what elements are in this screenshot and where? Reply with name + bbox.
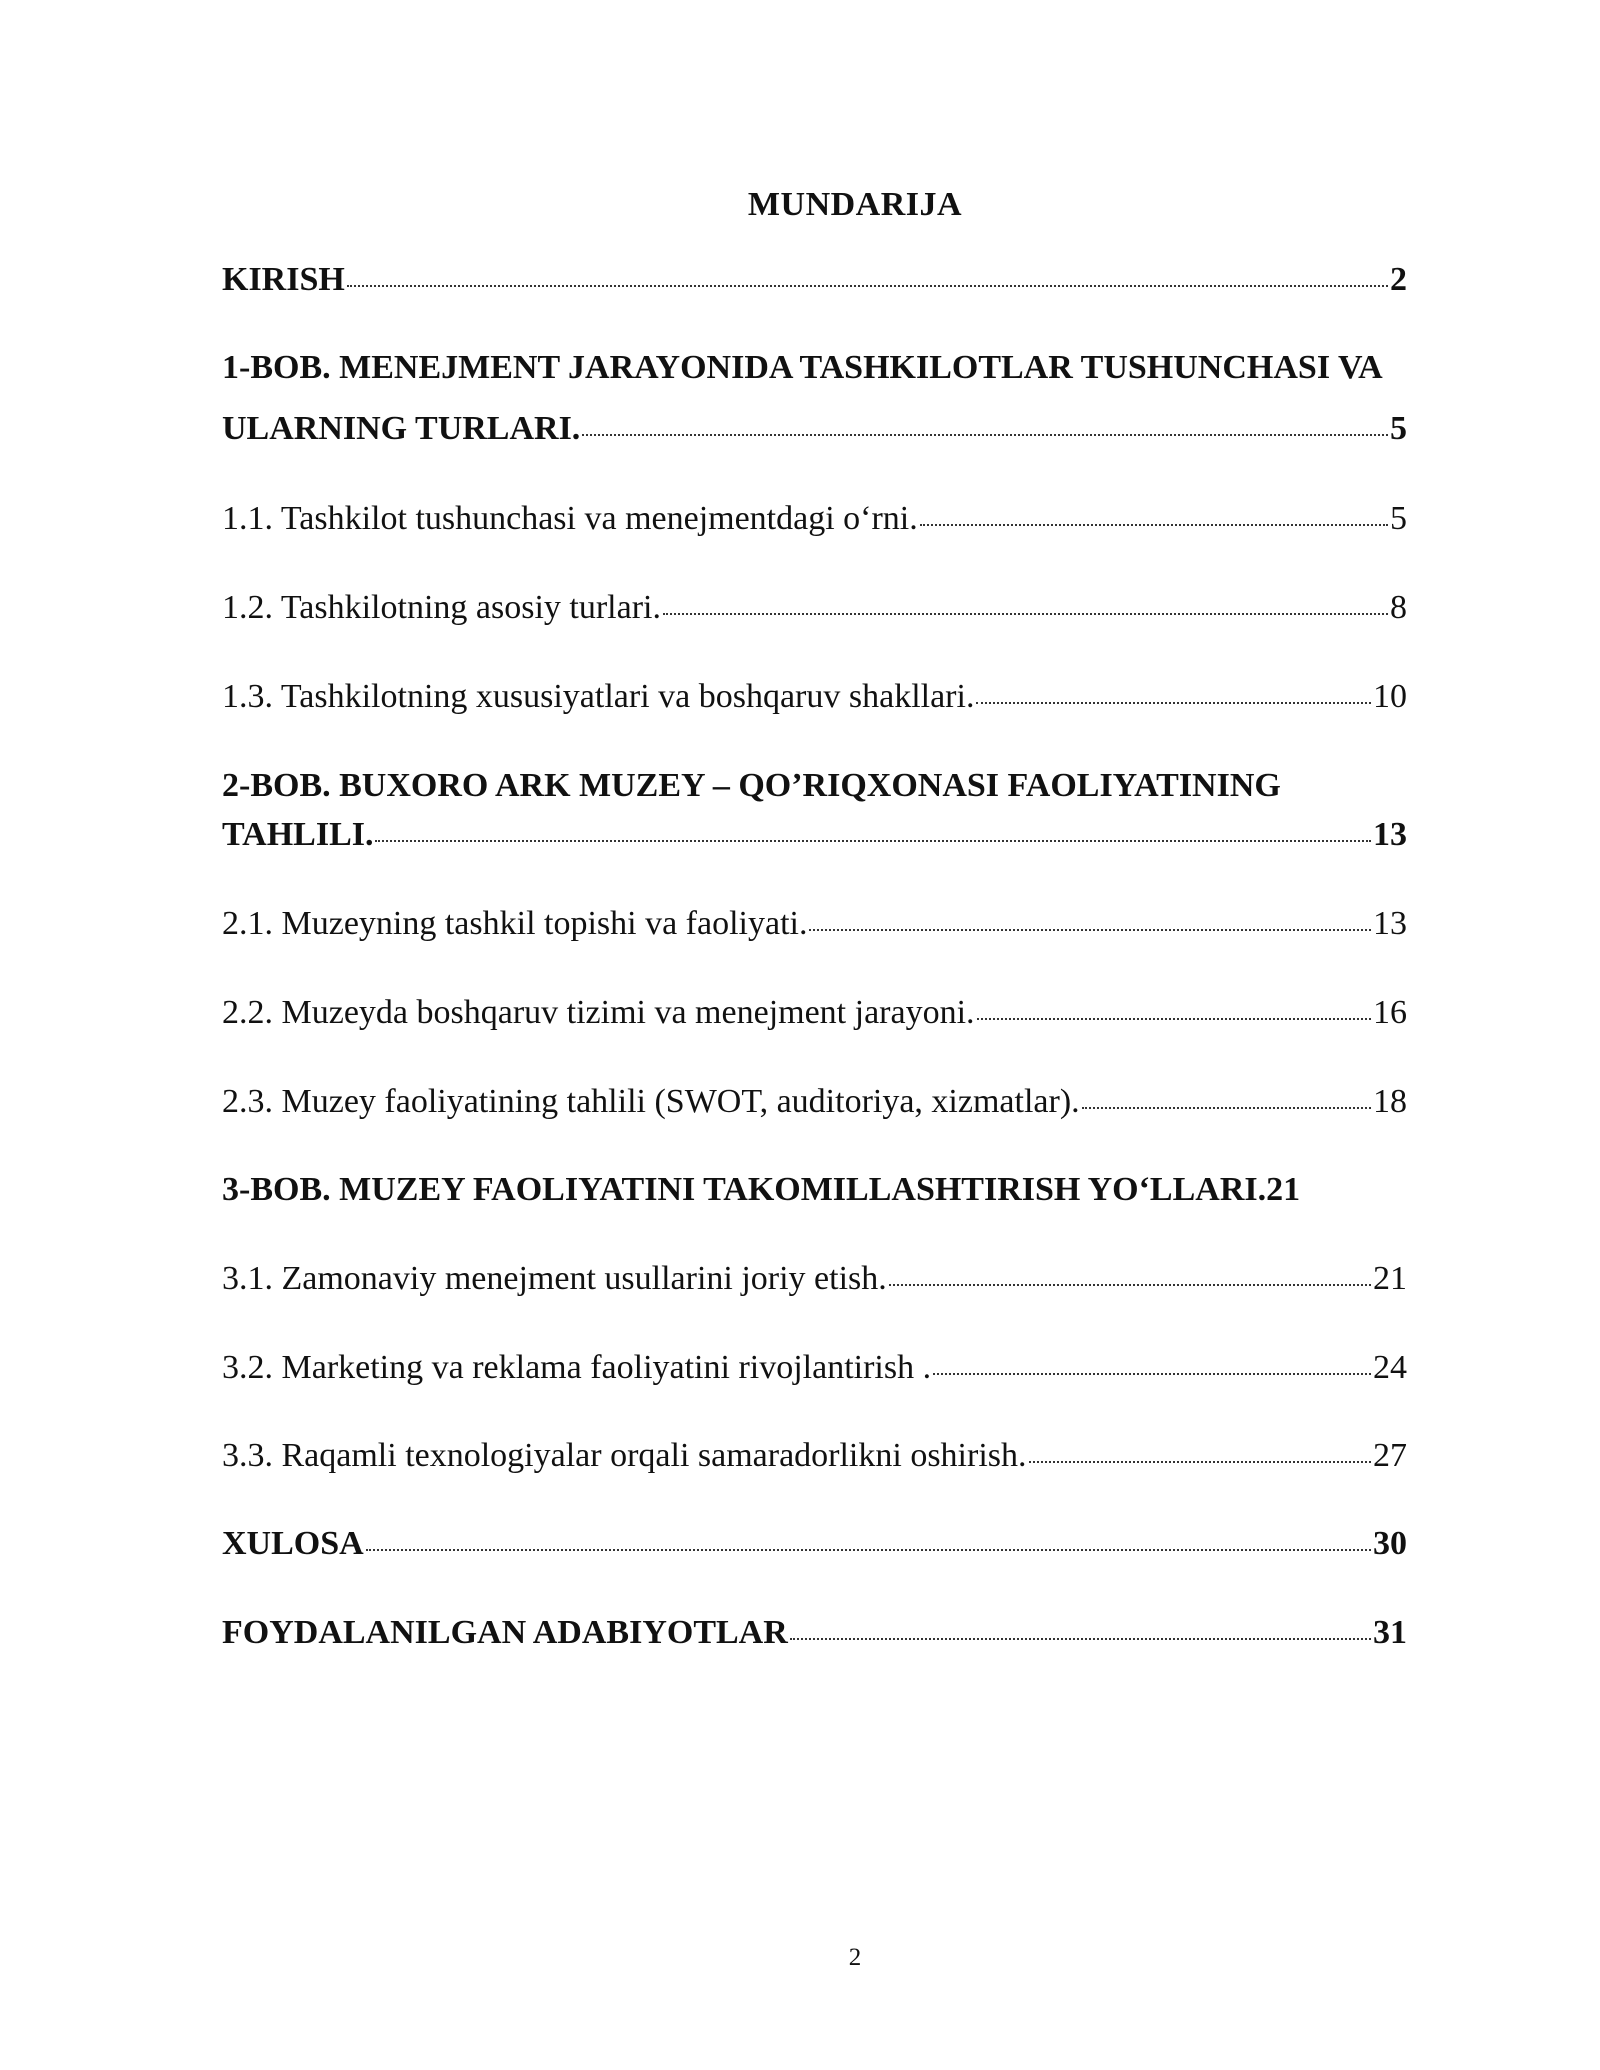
toc-entry-page: 5 [1390,410,1407,447]
toc-entry-text-line1: 2-BOB. BUXORO ARK MUZEY – QO’RIQXONASI FAOLIYATINING [222,767,1281,804]
dot-leader [375,840,1371,842]
toc-entry-text: 1.3. Tashkilotning xususiyatlari va boshqaruv shakllari. [222,678,975,715]
toc-entry-chapter-1[interactable] [222,346,1407,451]
toc-entry-3-3[interactable] [222,1434,1407,1478]
toc-title: MUNDARIJA [747,186,963,223]
toc-entry-page: 8 [1390,589,1407,626]
dot-leader [809,929,1371,931]
toc-entry-1-2[interactable] [222,586,1407,630]
page-number: 2 [848,1944,862,1971]
toc-entry-page: 21 [1266,1171,1301,1208]
toc-entry-page: 18 [1373,1083,1407,1120]
dot-leader [790,1638,1371,1640]
toc-entry-page: 31 [1373,1614,1407,1651]
dot-leader [582,434,1388,436]
toc-entry-1-3[interactable] [222,675,1407,719]
dot-leader [889,1284,1371,1286]
toc-entry-page: 13 [1373,816,1407,853]
dot-leader [347,285,1388,287]
toc-entry-page: 27 [1373,1437,1407,1474]
toc-entry-text: 3.3. Raqamli texnologiyalar orqali samaradorlikni oshirish. [222,1437,1027,1474]
toc-entry-text: ULARNING TURLARI. [222,410,581,447]
dot-leader [920,524,1388,526]
toc-entry-1-1[interactable] [222,497,1407,541]
toc-entry-text: XULOSA [222,1525,364,1562]
toc-entry-references[interactable] [222,1611,1407,1655]
toc-entry-page: 16 [1373,994,1407,1031]
toc-entry-page: 2 [1390,261,1407,298]
toc-entry-text: 2.1. Muzeyning tashkil topishi va faoliyati. [222,905,808,942]
dot-leader [663,613,1388,615]
toc-entry-page: 30 [1373,1525,1407,1562]
dot-leader [1082,1107,1371,1109]
toc-entry-2-2[interactable] [222,991,1407,1035]
toc-entry-3-2[interactable] [222,1346,1407,1390]
toc-entry-text: 3.1. Zamonaviy menejment usullarini joriy etish. [222,1260,887,1297]
dot-leader [977,1018,1371,1020]
toc-entry-text: TAHLILI. [222,816,374,853]
toc-entry-text: FOYDALANILGAN ADABIYOTLAR [222,1614,788,1651]
toc-entry-text: 3.2. Marketing va reklama faoliyatini rivojlantirish . [222,1349,932,1386]
dot-leader [1029,1461,1372,1463]
toc-entry-text: 1.1. Tashkilot tushunchasi va menejmentdagi o‘rni. [222,500,918,537]
toc-entry-page: 10 [1373,678,1407,715]
toc-entry-text: KIRISH [222,261,345,298]
toc-entry-page: 5 [1390,500,1407,537]
toc-entry-page: 13 [1373,905,1407,942]
dot-leader [366,1549,1371,1551]
toc-entry-text: 2.2. Muzeyda boshqaruv tizimi va menejment jarayoni. [222,994,975,1031]
toc-entry-2-3[interactable] [222,1080,1407,1124]
dot-leader [933,1373,1371,1375]
toc-entry-text-line1: 1-BOB. MENEJMENT JARAYONIDA TASHKILOTLAR TUSHUNCHASI VA [222,349,1383,386]
toc-entry-3-1[interactable] [222,1257,1407,1301]
toc-entry-text: 1.2. Tashkilotning asosiy turlari. [222,589,661,626]
toc-entry-kirish[interactable] [222,258,1407,302]
toc-entry-2-1[interactable] [222,902,1407,946]
toc-entry-text: 2.3. Muzey faoliyatining tahlili (SWOT, auditoriya, xizmatlar). [222,1083,1080,1120]
toc-entry-text: 3-BOB. MUZEY FAOLIYATINI TAKOMILLASHTIRISH YO‘LLARI. [222,1171,1267,1208]
toc-entry-chapter-2[interactable] [222,764,1407,857]
toc-entry-xulosa[interactable] [222,1522,1407,1566]
toc-entry-page: 21 [1373,1260,1407,1297]
toc-entry-chapter-3[interactable] [222,1168,1407,1212]
toc-entry-page: 24 [1373,1349,1407,1386]
dot-leader [976,702,1371,704]
